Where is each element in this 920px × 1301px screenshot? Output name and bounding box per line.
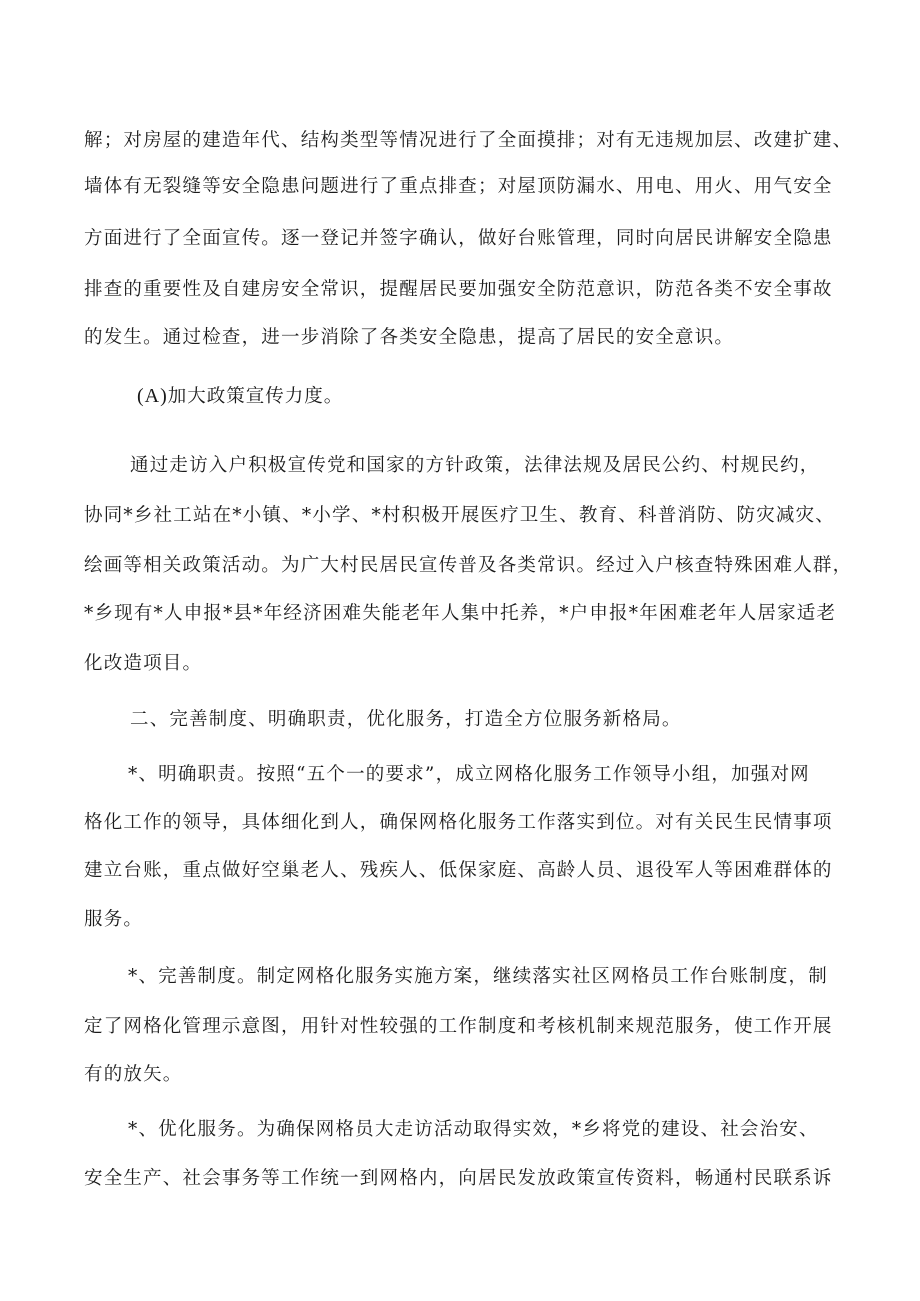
paragraph-line: 服务。: [84, 909, 144, 930]
paragraph-line: 的发生。通过检查，进一步消除了各类安全隐患，提高了居民的安全意识。: [84, 327, 735, 348]
paragraph-line: 安全生产、社会事务等工作统一到网格内，向居民发放政策宣传资料，畅通村民联系诉: [84, 1168, 833, 1189]
paragraph-line: 排查的重要性及自建房安全常识，提醒居民要加强安全防范意识，防范各类不安全事故: [84, 279, 833, 300]
paragraph-line: 化改造项目。: [84, 653, 203, 674]
paragraph-line: *、完善制度。制定网格化服务实施方案，继续落实社区网格员工作台账制度，制: [128, 966, 828, 987]
section-heading-a: [137, 383, 343, 410]
paragraph-line: 解；对房屋的建造年代、结构类型等情况进行了全面摸排；对有无违规加层、改建扩建、: [84, 130, 853, 151]
heading-prefix: (A): [137, 385, 168, 407]
heading-text: 加大政策宣传力度。: [167, 386, 344, 407]
paragraph-line: *、明确职责。按照“五个一的要求”，成立网格化服务工作领导小组，加强对网: [128, 764, 810, 785]
paragraph-line: 方面进行了全面宣传。逐一登记并签字确认，做好台账管理，同时向居民讲解安全隐患: [84, 228, 833, 249]
paragraph-line: 格化工作的领导，具体细化到人，确保网格化服务工作落实到位。对有关民生民情事项: [84, 812, 833, 833]
paragraph-line: 绘画等相关政策活动。为广大村民居民宣传普及各类常识。经过入户核查特殊困难人群，: [84, 555, 853, 576]
paragraph-line: *乡现有*人申报*县*年经济困难失能老年人集中托养，*户申报*年困难老年人居家适老: [84, 603, 837, 624]
paragraph-line: 通过走访入户积极宣传党和国家的方针政策，法律法规及居民公约、村规民约，: [130, 455, 820, 476]
paragraph-line: 墙体有无裂缝等安全隐患问题进行了重点排查；对屋顶防漏水、用电、用火、用气安全: [84, 176, 833, 197]
paragraph-line: *、优化服务。为确保网格员大走访活动取得实效，*乡将党的建设、社会治安、: [128, 1119, 819, 1140]
paragraph-line: 有的放矢。: [84, 1064, 183, 1085]
paragraph-line: 建立台账，重点做好空巢老人、残疾人、低保家庭、高龄人员、退役军人等困难群体的: [84, 860, 833, 881]
section-heading-two: 二、完善制度、明确职责，优化服务，打造全方位服务新格局。: [130, 709, 682, 730]
paragraph-line: 定了网格化管理示意图，用针对性较强的工作制度和考核机制来规范服务，使工作开展: [84, 1016, 833, 1037]
paragraph-line: 协同*乡社工站在*小镇、*小学、*村积极开展医疗卫生、教育、科普消防、防灾减灾、: [84, 505, 836, 526]
